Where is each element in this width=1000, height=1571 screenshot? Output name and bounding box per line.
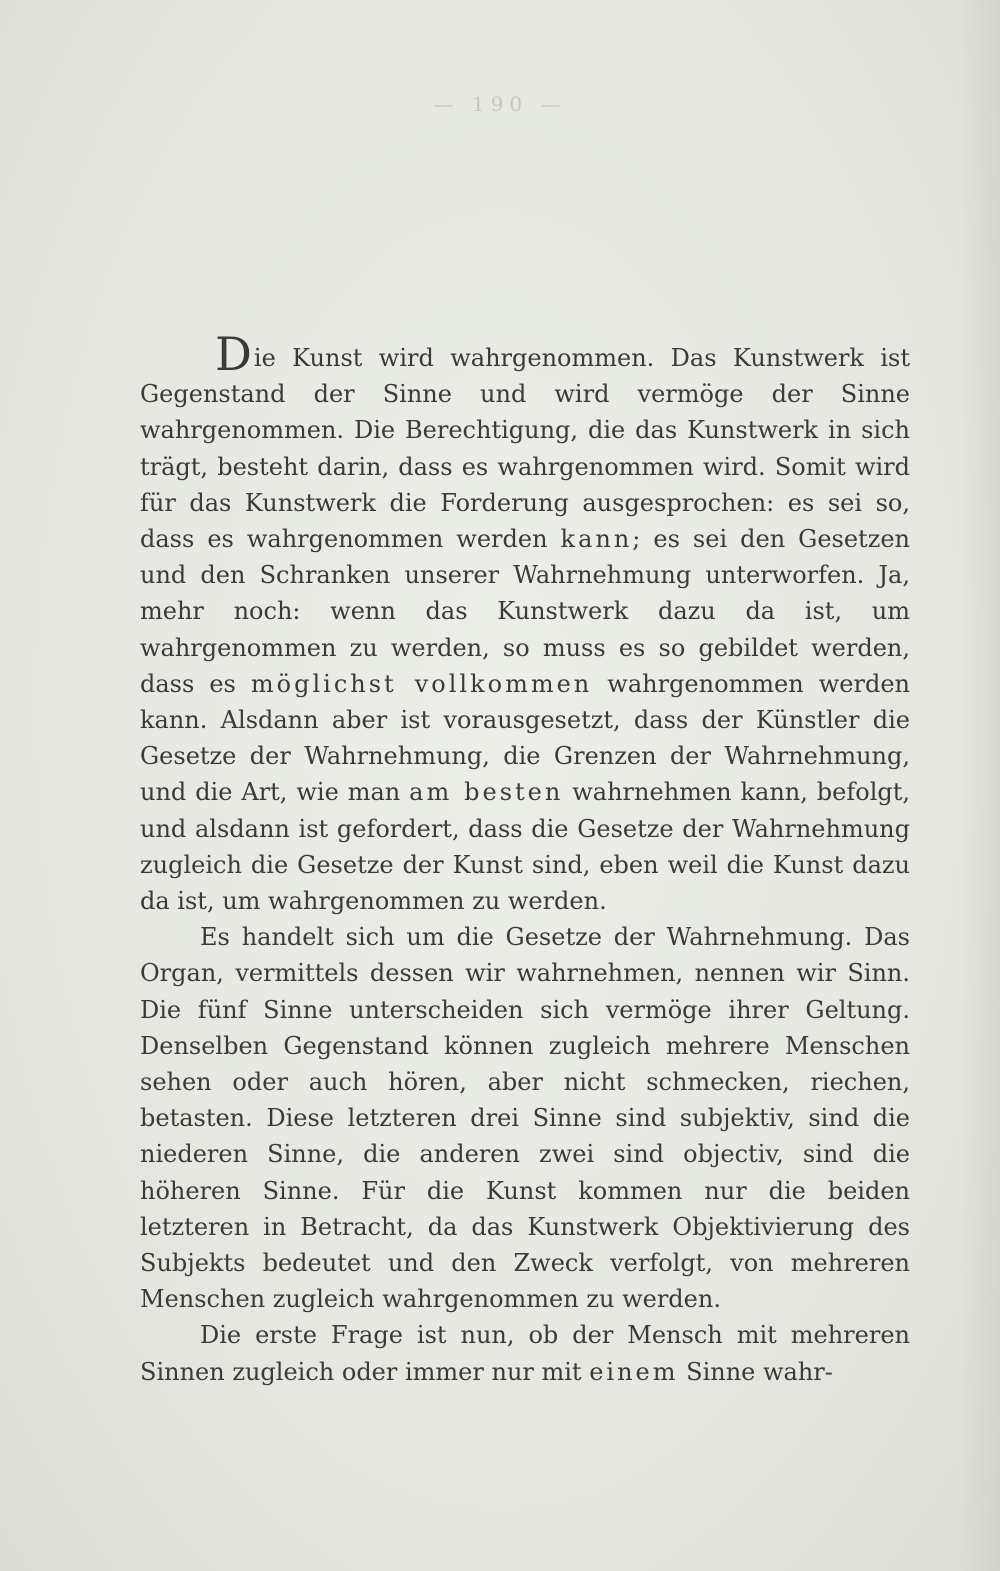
drop-cap: D — [215, 327, 252, 381]
paragraph-1 — [140, 327, 911, 919]
emphasis-moeglichst-vollkommen: möglichst vollkommen — [250, 669, 593, 698]
paragraph-3-text-b: Sinne wahr- — [678, 1357, 833, 1386]
paragraph-1-text-b: ; es sei den Gesetzen und den Schranken unserer Wahrnehmung unterworfen. Ja, mehr noch: wenn das Kunstwerk dazu da ist, um wahrgenommen zu werden, so muss es so gebildet werden, dass es — [140, 525, 910, 698]
emphasis-am-besten: am besten — [409, 778, 564, 807]
emphasis-kann: kann — [560, 525, 633, 554]
paragraph-1-text-d: wahrnehmen kann, befolgt, und alsdann ist gefordert, dass die Gesetze der Wahrnehmung zugleich die Gesetze der Kunst sind, eben weil die Kunst dazu da ist, um wahrgenommen zu werden. — [140, 778, 911, 916]
paragraph-3-text-a: Die erste Frage ist nun, ob der Mensch mit mehreren Sinnen zugleich oder immer nur mit — [140, 1321, 910, 1386]
emphasis-einem: einem — [589, 1357, 679, 1386]
page-number: — 190 — — [433, 92, 567, 116]
page-edge-shadow — [960, 0, 1000, 1571]
paragraph-1-text-a: ie Kunst wird wahrgenommen. Das Kunstwerk ist Gegenstand der Sinne und wird vermöge der Sinne wahrgenommen. Die Berechtigung, die das Kunstwerk in sich trägt, besteht darin, dass es wahrgenommen wird. Somit wird für das Kunstwerk die Forderung ausgesprochen: es sei so, dass es wahrgenommen werden — [140, 344, 910, 554]
paragraph-1-text-c: wahrgenommen werden kann. Alsdann aber ist vorausgesetzt, dass der Künstler die Gesetze der Wahrnehmung, die Grenzen der Wahrnehmung, und die Art, wie man — [140, 669, 910, 807]
paragraph-2: Es handelt sich um die Gesetze der Wahrnehmung. Das Organ, vermittels dessen wir wahrnehmen, nennen wir Sinn. Die fünf Sinne unterscheiden sich vermöge ihrer Geltung. Denselben Gegenstand können zugleich mehrere Menschen sehen oder auch hören, aber nicht schmecken, riechen, betasten. Diese letzteren drei Sinne sind subjektiv, sind die niederen Sinne, die anderen zwei sind objectiv, sind die höheren Sinne. Für die Kunst kommen nur die beiden letzteren in Betracht, da das Kunstwerk Objektivierung des Subjekts bedeutet und den Zweck verfolgt, von mehreren Menschen zugleich wahrgenommen zu werden. — [140, 923, 910, 1314]
paragraph-3 — [140, 1317, 910, 1389]
body-text — [140, 327, 911, 1390]
